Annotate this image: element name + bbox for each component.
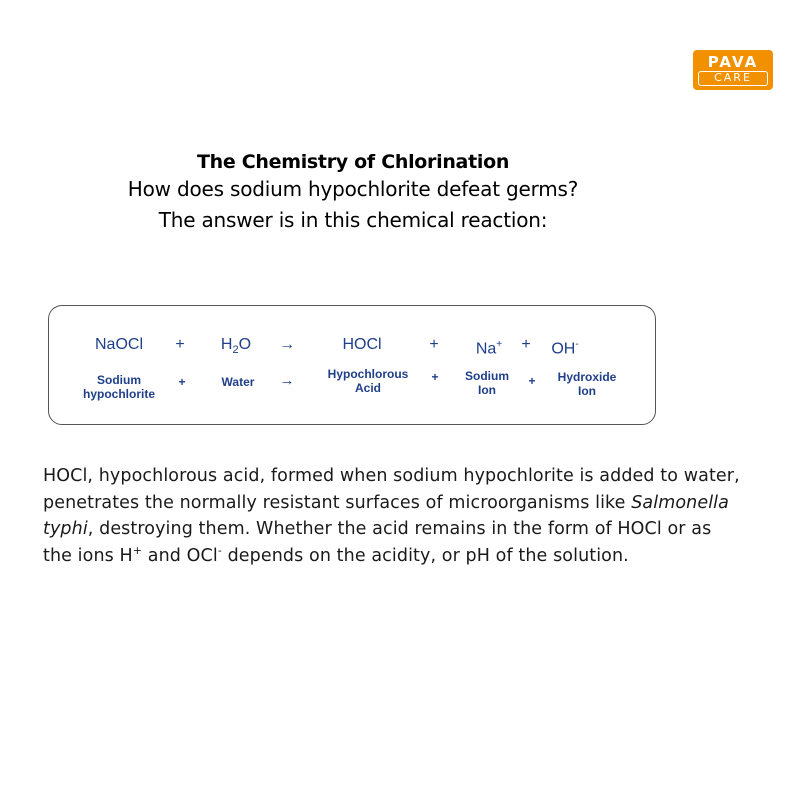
label-hydroxide-ion: Hydroxide Ion [557, 370, 617, 398]
plus-sign: + [175, 336, 185, 353]
heading-question: How does sodium hypochlorite defeat germs? [127, 177, 579, 201]
plus-sign: + [429, 336, 439, 353]
label-hypochlorous-acid: Hypochlorous Acid [327, 367, 409, 395]
formula-naocl: NaOCl [94, 336, 144, 353]
label-water: Water [221, 375, 255, 389]
arrow-sign: → [279, 336, 295, 353]
formula-hocl: HOCl [342, 336, 382, 353]
plus-sign: + [431, 370, 439, 384]
logo-top-text: PAVA [707, 53, 759, 71]
explanation-paragraph: HOCl, hypochlorous acid, formed when sodium hypochlorite is added to water, penetrates the normally resistant surfaces of microorganisms like Salmonella typhi, destroying them. Whether the acid remains in the form of HOCl or as the ions H+ and OCl- depends on the acidity, or pH of the solution. [43, 466, 740, 566]
plus-sign: + [528, 374, 536, 388]
formula-h2o: $H_2O$ [220, 336, 252, 357]
organism-name: Salmonella typhi [43, 492, 729, 539]
label-sodium-ion: Sodium Ion [465, 369, 509, 397]
label-sodium-hypochlorite: Sodium hypochlorite [82, 373, 156, 401]
arrow-sign: → [279, 372, 295, 389]
page-title: The Chemistry of Chlorination [196, 151, 510, 173]
plus-sign: + [178, 375, 186, 389]
heading [0, 150, 706, 236]
plus-sign: + [521, 336, 531, 353]
heading-intro: The answer is in this chemical reaction: [158, 208, 548, 232]
reaction-equation-box [48, 305, 656, 425]
formula-na-ion: Na+ [475, 339, 503, 358]
formula-oh-ion: OH- [551, 339, 579, 358]
logo-bottom-text: CARE [698, 71, 768, 86]
pava-care-logo [693, 50, 773, 90]
